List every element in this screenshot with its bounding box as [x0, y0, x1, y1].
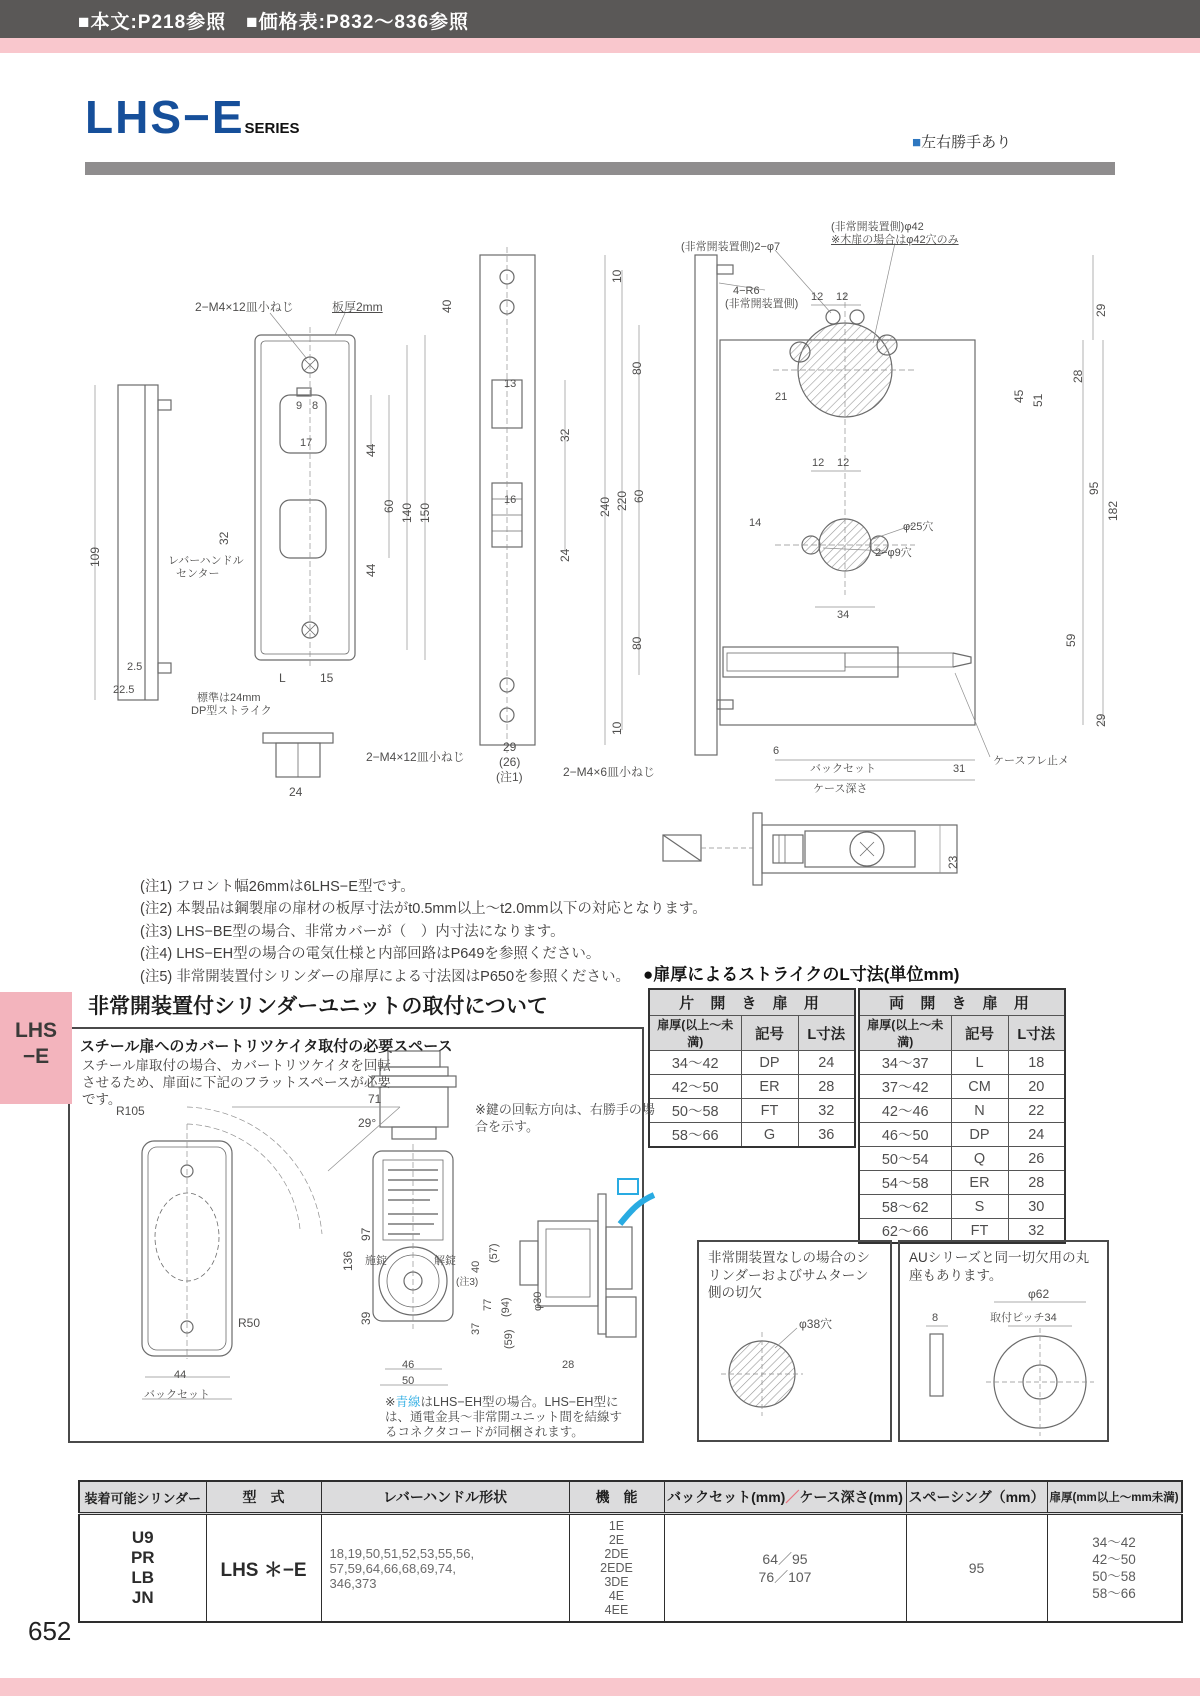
- col-header-lever: レバーハンドル形状: [321, 1481, 569, 1514]
- dim-label: 28: [1071, 369, 1085, 383]
- cell: G: [741, 1123, 798, 1148]
- dim-label: (94): [500, 1297, 512, 1317]
- cutout-box: [697, 1240, 892, 1442]
- dim-label: 46: [402, 1359, 415, 1371]
- dim-label: センター: [176, 568, 220, 580]
- note-line: (注5) 非常開装置付シリンダーの扉厚による寸法図はP650を参照ください。: [140, 968, 631, 985]
- strike-table-single: [648, 988, 856, 1148]
- dim-label: バックセット: [144, 1389, 210, 1401]
- dim-label: 80: [630, 361, 644, 375]
- note-line: (注3) LHS−BE型の場合、非常カバーが（ ）内寸法になります。: [140, 923, 565, 940]
- dim-label: 10: [610, 269, 624, 283]
- model-cell: LHS ＊−E: [206, 1514, 321, 1623]
- dim-label: 14: [749, 517, 762, 529]
- dim-label: (57): [488, 1243, 500, 1263]
- dim-label: 24: [289, 785, 303, 799]
- dim-label: 12: [811, 291, 824, 303]
- cell: 32: [798, 1099, 855, 1123]
- cell: 22: [1008, 1099, 1065, 1123]
- dim-label: φ30: [532, 1291, 544, 1311]
- au-rose-box: [898, 1240, 1109, 1442]
- page-references: ■本文:P218参照 ■価格表:P832〜836参照: [78, 12, 470, 33]
- col-header: L寸法: [798, 1016, 855, 1051]
- dim-label: 60: [382, 499, 396, 513]
- dim-label: 40: [440, 299, 454, 313]
- dim-label: 32: [217, 531, 231, 545]
- dim-label: 29: [1094, 713, 1108, 727]
- dim-label: 29: [1094, 303, 1108, 317]
- col-header-function: 機 能: [569, 1481, 664, 1514]
- dim-label: 44: [364, 563, 378, 577]
- cell: FT: [951, 1219, 1008, 1244]
- dim-label: 44: [364, 443, 378, 457]
- table-title: 両 開 き 扉 用: [859, 989, 1065, 1016]
- dim-label: 39: [359, 1311, 373, 1325]
- cell: 50〜54: [859, 1147, 951, 1171]
- dim-label: 28: [562, 1359, 575, 1371]
- dim-label: 9: [296, 400, 303, 412]
- dim-label: 16: [504, 494, 517, 506]
- cell: 34〜37: [859, 1051, 951, 1075]
- col-header-cylinder: 装着可能シリンダー: [79, 1481, 206, 1514]
- mount-box-body: スチール扉取付の場合、カバートリツケイタを回転させるため、扉面に下記のフラットスペースが必要です。: [82, 1058, 391, 1107]
- cutout-shapes: [699, 1242, 890, 1440]
- dim-label: 2−φ9穴: [875, 547, 912, 559]
- dim-label: (注1): [496, 770, 523, 784]
- cell: 28: [798, 1075, 855, 1099]
- dim-label: 4−R6: [733, 285, 760, 297]
- dim-label: 12: [812, 457, 825, 469]
- cell: 62〜66: [859, 1219, 951, 1244]
- cell: 58〜66: [649, 1123, 741, 1148]
- dim-label: 13: [504, 378, 517, 390]
- cell: 32: [1008, 1219, 1065, 1244]
- backset-cell: 64／95 76／107: [664, 1514, 906, 1623]
- dim-label: φ62: [1028, 1287, 1050, 1301]
- dim-label: 施錠: [365, 1255, 387, 1267]
- dim-label: ※木扉の場合はφ42穴のみ: [831, 234, 959, 246]
- title-rule: [85, 162, 1115, 175]
- cell: L: [951, 1051, 1008, 1075]
- cell: 46〜50: [859, 1123, 951, 1147]
- dim-label: 10: [610, 721, 624, 735]
- cell: S: [951, 1195, 1008, 1219]
- dim-label: 34: [837, 609, 850, 621]
- dim-label: 標準は24mm: [197, 692, 261, 704]
- table-title: 片 開 き 扉 用: [649, 989, 855, 1016]
- cell: 58〜62: [859, 1195, 951, 1219]
- dim-label: 21: [775, 391, 788, 403]
- cell: CM: [951, 1075, 1008, 1099]
- cell: DP: [951, 1123, 1008, 1147]
- dim-label: 22.5: [113, 684, 135, 696]
- cell: Q: [951, 1147, 1008, 1171]
- dim-label: 解錠: [434, 1255, 456, 1267]
- dim-label: 45: [1012, 389, 1026, 403]
- thickness-cell: 34〜42 42〜50 50〜58 58〜66: [1047, 1514, 1182, 1623]
- cell: DP: [741, 1051, 798, 1075]
- col-header: 記号: [741, 1016, 798, 1051]
- note-line: (注1) フロント幅26mmは6LHS−E型です。: [140, 879, 415, 895]
- au-shapes: [900, 1242, 1107, 1440]
- dim-label: 31: [953, 763, 966, 775]
- functions-cell: 1E 2E 2DE 2EDE 3DE 4E 4EE: [569, 1514, 664, 1623]
- cell: ER: [951, 1171, 1008, 1195]
- dim-label: φ38穴: [799, 1317, 833, 1331]
- spec-table: [78, 1480, 1183, 1623]
- rotation-note: ※鍵の回転方向は、右勝手の場合を示す。: [475, 1102, 655, 1134]
- wire-note: ※青線はLHS−EH型の場合。LHS−EH型には、通電金具〜非常開ユニット間を結線するコネクタコードが同梱されます。: [385, 1395, 623, 1439]
- main-technical-drawing: [75, 195, 1125, 815]
- dim-label: 2−M4×6皿小ねじ: [563, 765, 656, 779]
- dim-label: 109: [88, 546, 102, 567]
- dim-label: 24: [558, 548, 572, 562]
- dim-label: 2.5: [127, 661, 143, 673]
- au-text: AUシリーズと同一切欠用の丸座もあります。: [909, 1250, 1090, 1283]
- cell: 30: [1008, 1195, 1065, 1219]
- cell: ER: [741, 1075, 798, 1099]
- cell: FT: [741, 1099, 798, 1123]
- dim-label: (26): [499, 755, 521, 769]
- cell: 42〜46: [859, 1099, 951, 1123]
- dim-label: R50: [238, 1316, 261, 1330]
- dim-label: (非常開装置側): [725, 298, 799, 310]
- cell: 54〜58: [859, 1171, 951, 1195]
- dim-label: 97: [359, 1227, 373, 1241]
- dim-label: 12: [836, 291, 849, 303]
- cell: 20: [1008, 1075, 1065, 1099]
- dim-label: 8: [312, 400, 319, 412]
- dim-label: 240: [598, 496, 612, 517]
- dim-label: 136: [341, 1250, 355, 1271]
- drawing-notes: [140, 876, 707, 988]
- strike-table-heading: ●扉厚によるストライクのL寸法(単位mm): [643, 965, 960, 984]
- dim-label: レバーハンドル: [168, 555, 244, 567]
- dim-label: 80: [630, 636, 644, 650]
- mount-drawing-shapes: [70, 1029, 642, 1441]
- cell: 37〜42: [859, 1075, 951, 1099]
- dim-label: 29°: [358, 1116, 377, 1130]
- col-header-spacing: スペーシング（mm）: [906, 1481, 1047, 1514]
- strike-table-double: [858, 988, 1066, 1244]
- dim-label: 17: [300, 437, 313, 449]
- dim-label: 40: [470, 1260, 482, 1273]
- col-header: L寸法: [1008, 1016, 1065, 1051]
- red-slash: ／: [785, 1489, 800, 1505]
- dim-label: (59): [503, 1329, 515, 1349]
- dim-label: 71: [368, 1092, 382, 1106]
- mount-instruction-box: [68, 1027, 655, 1443]
- dim-label: 板厚2mm: [332, 300, 383, 314]
- dim-label: 6: [773, 745, 780, 757]
- mount-section-heading: 非常開装置付シリンダーユニットの取付について: [88, 995, 548, 1018]
- dim-label: 32: [558, 428, 572, 442]
- cell: 24: [1008, 1123, 1065, 1147]
- bottom-pink-bar: [0, 1678, 1200, 1696]
- note-line: (注2) 本製品は鋼製扉の扉材の板厚寸法がt0.5mm以上〜t2.0mm以下の対応となります。: [140, 901, 707, 918]
- cell: 36: [798, 1123, 855, 1148]
- dim-label: 59: [1064, 633, 1078, 647]
- dim-label: 150: [418, 502, 432, 523]
- dim-label: 2−M4×12皿小ねじ: [366, 750, 465, 764]
- dim-label: ケースフレ止メ: [993, 755, 1070, 767]
- dim-label: R105: [116, 1104, 145, 1118]
- cell: 26: [1008, 1147, 1065, 1171]
- wire-note-blue: 青線: [395, 1395, 421, 1409]
- col-header: 記号: [951, 1016, 1008, 1051]
- cell: 18: [1008, 1051, 1065, 1075]
- mount-box-title: スチール扉へのカバートリツケイタ取付の必要スペース: [80, 1038, 453, 1055]
- pink-stripe: [0, 38, 1200, 53]
- page-number: 652: [28, 1616, 72, 1646]
- lever-shapes-cell: 18,19,50,51,52,53,55,56, 57,59,64,66,68,69,74, 346,373: [321, 1514, 569, 1623]
- spacing-cell: 95: [906, 1514, 1047, 1623]
- dim-label: 60: [632, 489, 646, 503]
- handed-note: ■左右勝手あり: [912, 134, 1012, 151]
- dim-label: (非常開装置側)2−φ7: [681, 241, 781, 253]
- dim-label: 220: [615, 490, 629, 511]
- series-suffix: SERIES: [244, 120, 300, 137]
- cutout-text: 非常開装置なしの場合のシリンダーおよびサムターン側の切欠: [708, 1250, 870, 1300]
- spec-header-row: [79, 1481, 1182, 1514]
- dim-label: 29: [503, 740, 517, 754]
- dim-label: DP型ストライク: [191, 705, 272, 717]
- dim-label: 95: [1087, 481, 1101, 495]
- dim-label: 15: [320, 671, 334, 685]
- cell: 42〜50: [649, 1075, 741, 1099]
- col-header-backset: バックセット(mm)／ケース深さ(mm): [664, 1481, 906, 1514]
- dim-label: 140: [400, 502, 414, 523]
- dim-label: 77: [482, 1298, 494, 1311]
- series-code: LHS−E: [85, 91, 245, 143]
- cell: 28: [1008, 1171, 1065, 1195]
- dim-label: バックセット: [810, 763, 876, 775]
- dim-label: L: [279, 671, 286, 685]
- cylinders-cell: U9 PR LB JN: [79, 1514, 206, 1623]
- dim-label: φ25穴: [903, 521, 934, 533]
- dim-label: 8: [932, 1312, 939, 1324]
- dim-label: ケース深さ: [813, 783, 868, 795]
- dim-label: 23: [946, 855, 960, 869]
- dim-label: 37: [470, 1322, 482, 1335]
- blue-square-icon: ■: [912, 134, 922, 151]
- col-header: 扉厚(以上〜未満): [649, 1016, 741, 1051]
- cell: 24: [798, 1051, 855, 1075]
- cell: 50〜58: [649, 1099, 741, 1123]
- col-header-model: 型 式: [206, 1481, 321, 1514]
- dim-label: 182: [1106, 500, 1120, 521]
- dim-label: 44: [174, 1369, 187, 1381]
- page-title: [85, 90, 300, 144]
- dim-label: 2−M4×12皿小ねじ: [195, 300, 294, 314]
- note-line: (注4) LHS−EH型の場合の電気仕様と内部回路はP649を参照ください。: [140, 946, 601, 963]
- col-header: 扉厚(以上〜未満): [859, 1016, 951, 1051]
- dim-label: 50: [402, 1375, 415, 1387]
- col-header-thickness: 扉厚(mm以上〜mm未満): [1047, 1481, 1182, 1514]
- dim-label: (注3): [456, 1277, 479, 1288]
- cell: N: [951, 1099, 1008, 1123]
- top-reference-bar: [0, 0, 1200, 38]
- dim-label: 51: [1031, 393, 1045, 407]
- spec-data-row: [79, 1514, 1182, 1623]
- side-index-tab: LHS −E: [0, 992, 72, 1104]
- cell: 34〜42: [649, 1051, 741, 1075]
- dim-label: 取付ピッチ34: [990, 1312, 1057, 1324]
- dim-label: 12: [837, 457, 850, 469]
- dim-label: (非常開装置側)φ42: [831, 221, 924, 233]
